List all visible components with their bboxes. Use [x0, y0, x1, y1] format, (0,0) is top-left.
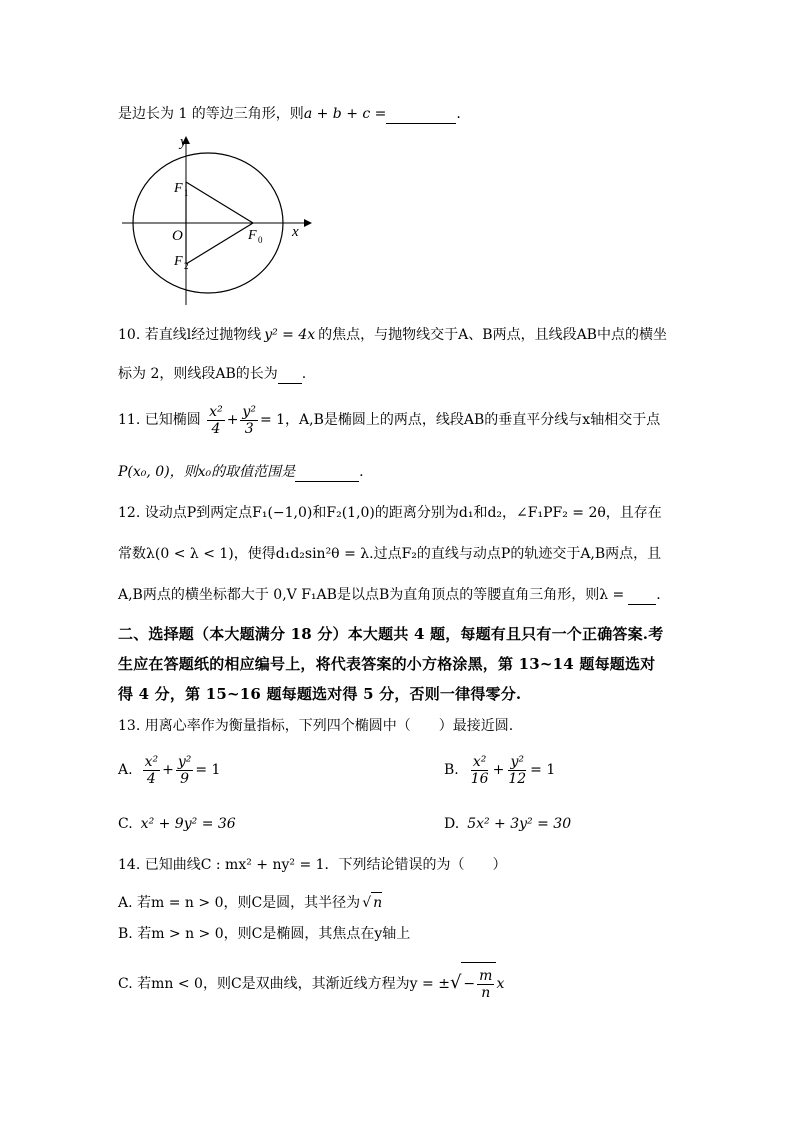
q12-blank [628, 604, 656, 605]
q11-blank [295, 481, 359, 482]
q14-option-a: A. 若m = n > 0，则C是圆，其半径为 √ n [118, 892, 382, 913]
label-f0-sub: 0 [258, 235, 263, 245]
q13-stem: 13. 用离心率作为衡量指标，下列四个椭圆中（ ）最接近圆. [118, 718, 514, 734]
label-f1: F [174, 181, 183, 196]
q13-option-c: C. x² + 9y² = 36 [118, 816, 236, 832]
x-axis-arrow [304, 219, 312, 227]
q13-option-d: D. 5x² + 3y² = 30 [444, 816, 572, 832]
intro-end: . [456, 106, 461, 122]
q12-line1: 12. 设动点P到两定点F₁(−1,0)和F₂(1,0)的距离分别为d₁和d₂，∠F₁PF₂ = 2θ，且存在 [118, 505, 662, 521]
q12-line3: A,B两点的横坐标都大于 0,V F₁AB是以点B为直角顶点的等腰直角三角形，则λ = . [118, 587, 661, 603]
q10-eq: y² = 4x [264, 327, 316, 343]
q11-line1: 11. 已知椭圆 $\frac{\text{x²}}{4}$ + $\frac{\text{y²}}{3}$ = 1，A,B是椭圆上的两点，线段AB的垂直平分线与x轴相交于点 [118, 403, 661, 437]
section2-line3: 得 4 分，第 15~16 题每题选对得 5 分，否则一律得零分. [118, 685, 522, 703]
q11-line2: P(x₀, 0)，则x₀的取值范围是 . [118, 464, 364, 480]
intro-expr: a + b + c = [303, 106, 387, 122]
label-f1-sub: 1 [184, 188, 189, 198]
label-y: y [180, 134, 187, 150]
answer-blank [386, 123, 456, 124]
q12-line2: 常数λ(0 < λ < 1)，使得d₁d₂sin²θ = λ.过点F₂的直线与动点P的轨迹交于A,B两点，且 [118, 546, 662, 562]
label-f0: F [248, 228, 257, 243]
q10-line1: 10. 若直线l经过抛物线 y² = 4x 的焦点，与抛物线交于A、B两点，且线段AB中点的横坐 [118, 327, 667, 343]
q10-line2: 标为 2，则线段AB的长为 . [118, 366, 307, 382]
intro-line [118, 104, 461, 124]
q11-frac2: $\frac{\text{y²}}{3}$ [242, 403, 256, 437]
label-f2: F [174, 254, 183, 269]
q11-frac1: $\frac{\text{x²}}{4}$ [209, 403, 223, 437]
q10-blank [278, 383, 302, 384]
ellipse-figure [118, 130, 318, 310]
intro-text: 是边长为 1 的等边三角形，则 [118, 106, 304, 122]
label-x: x [292, 224, 299, 240]
section2-line1: 二、选择题（本大题满分 18 分）本大题共 4 题，每题有且只有一个正确答案.考 [118, 625, 664, 643]
q14-stem: 14. 已知曲线C : mx² + ny² = 1．下列结论错误的为（ ） [118, 857, 507, 873]
q13-option-b: B. $\frac{\text{x²}}{16}$ + $\frac{\text{y²}}{12}$ = 1 [444, 753, 556, 787]
label-origin: O [172, 228, 183, 244]
q14-option-c: C. 若mn < 0，则C是双曲线，其渐近线方程为y = ±√ − $\frac{m}{n}$ x [118, 962, 504, 1004]
q14-option-b: B. 若m > n > 0，则C是椭圆，其焦点在y轴上 [118, 926, 411, 942]
section2-line2: 生应在答题纸的相应编号上，将代表答案的小方格涂黑，第 13~14 题每题选对 [118, 655, 656, 673]
label-f2-sub: 2 [184, 261, 189, 271]
q13-option-a: A. $\frac{\text{x²}}{4}$ + $\frac{\text{y²}}{9}$ = 1 [118, 753, 221, 787]
